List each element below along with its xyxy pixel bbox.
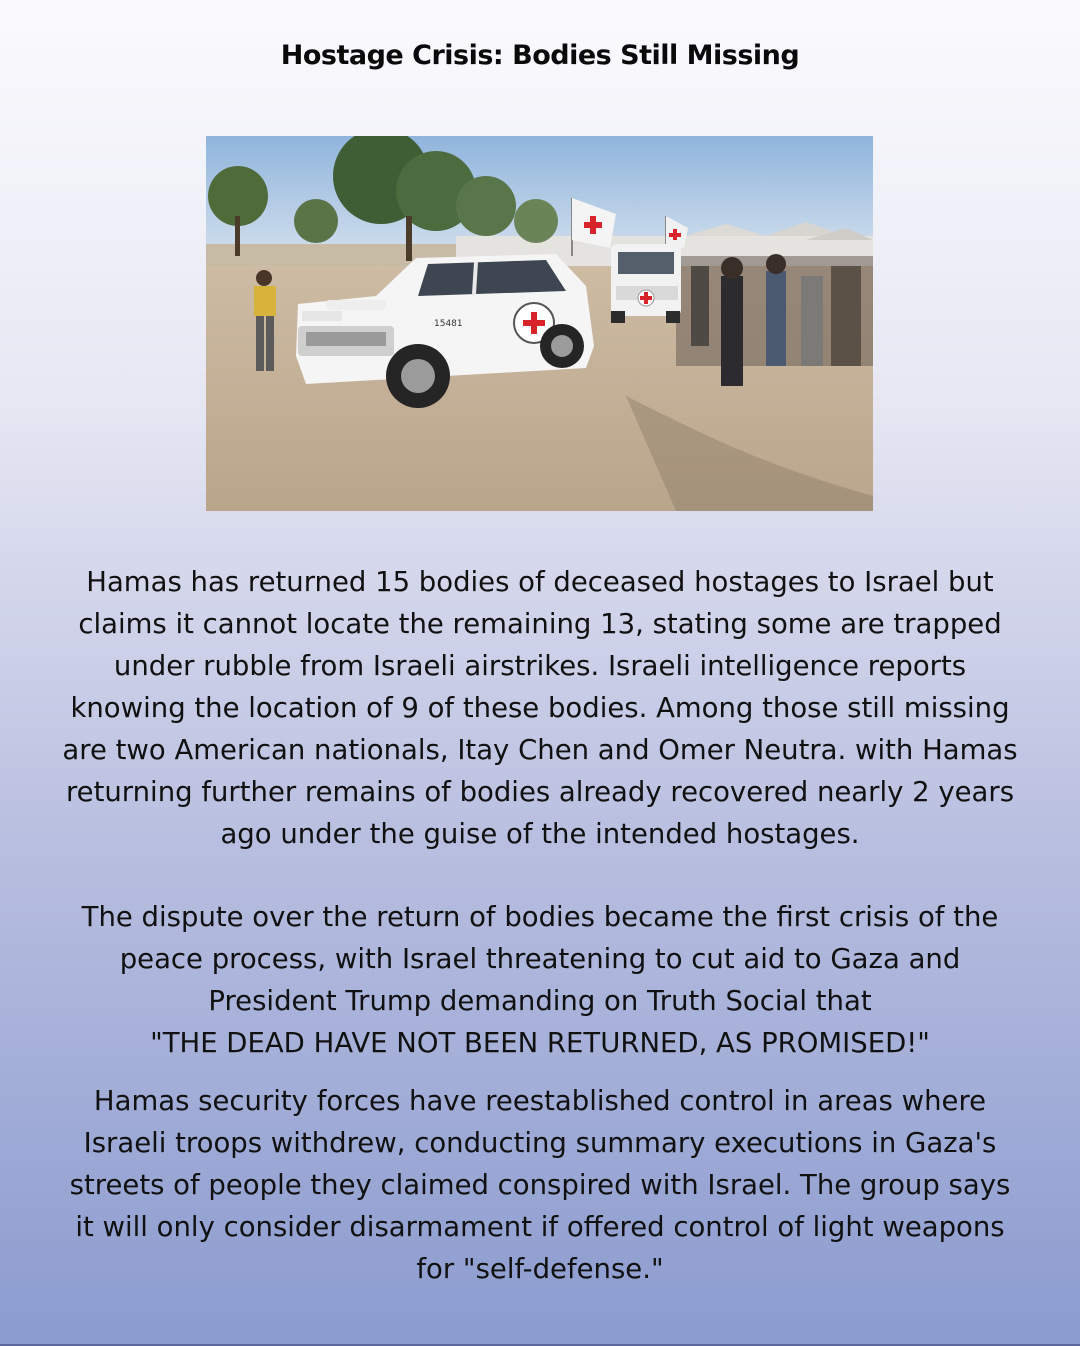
paragraph-1-line: under rubble from Israeli airstrikes. Israeli intelligence reports — [113, 650, 967, 682]
paragraph-3-line: for "self-defense." — [416, 1253, 664, 1285]
news-photo — [206, 136, 873, 511]
paragraph-1-line: knowing the location of 9 of these bodies. Among those still missing — [70, 692, 1010, 724]
paragraph-3 — [30, 1080, 1050, 1290]
paragraph-1-line: ago under the guise of the intended hostages. — [220, 818, 860, 850]
paragraph-3-line: it will only consider disarmament if offered control of light weapons — [75, 1211, 1005, 1243]
paragraph-3-line: Israeli troops withdrew, conducting summary executions in Gaza's — [83, 1127, 997, 1159]
paragraph-2 — [30, 896, 1050, 1064]
paragraph-2-line: The dispute over the return of bodies became the first crisis of the — [81, 901, 999, 933]
paragraph-3-line: streets of people they claimed conspired with Israel. The group says — [69, 1169, 1011, 1201]
vehicle-number: 15481 — [434, 319, 463, 329]
paragraph-3-line: Hamas security forces have reestablished control in areas where — [93, 1085, 987, 1117]
paragraph-1-line: are two American nationals, Itay Chen and Omer Neutra. with Hamas — [62, 734, 1018, 766]
headline: Hostage Crisis: Bodies Still Missing — [280, 40, 800, 71]
paragraph-1 — [30, 561, 1050, 855]
paragraph-2-line: peace process, with Israel threatening to cut aid to Gaza and — [119, 943, 961, 975]
paragraph-1-line: returning further remains of bodies already recovered nearly 2 years — [65, 776, 1015, 808]
paragraph-1-line: claims it cannot locate the remaining 13, stating some are trapped — [78, 608, 1002, 640]
trump-quote: "THE DEAD HAVE NOT BEEN RETURNED, AS PROMISED!" — [150, 1027, 930, 1059]
paragraph-2-line: President Trump demanding on Truth Social that — [208, 985, 872, 1017]
second-red-cross-vehicle — [611, 244, 681, 323]
paragraph-1-line: Hamas has returned 15 bodies of deceased hostages to Israel but — [86, 566, 994, 598]
